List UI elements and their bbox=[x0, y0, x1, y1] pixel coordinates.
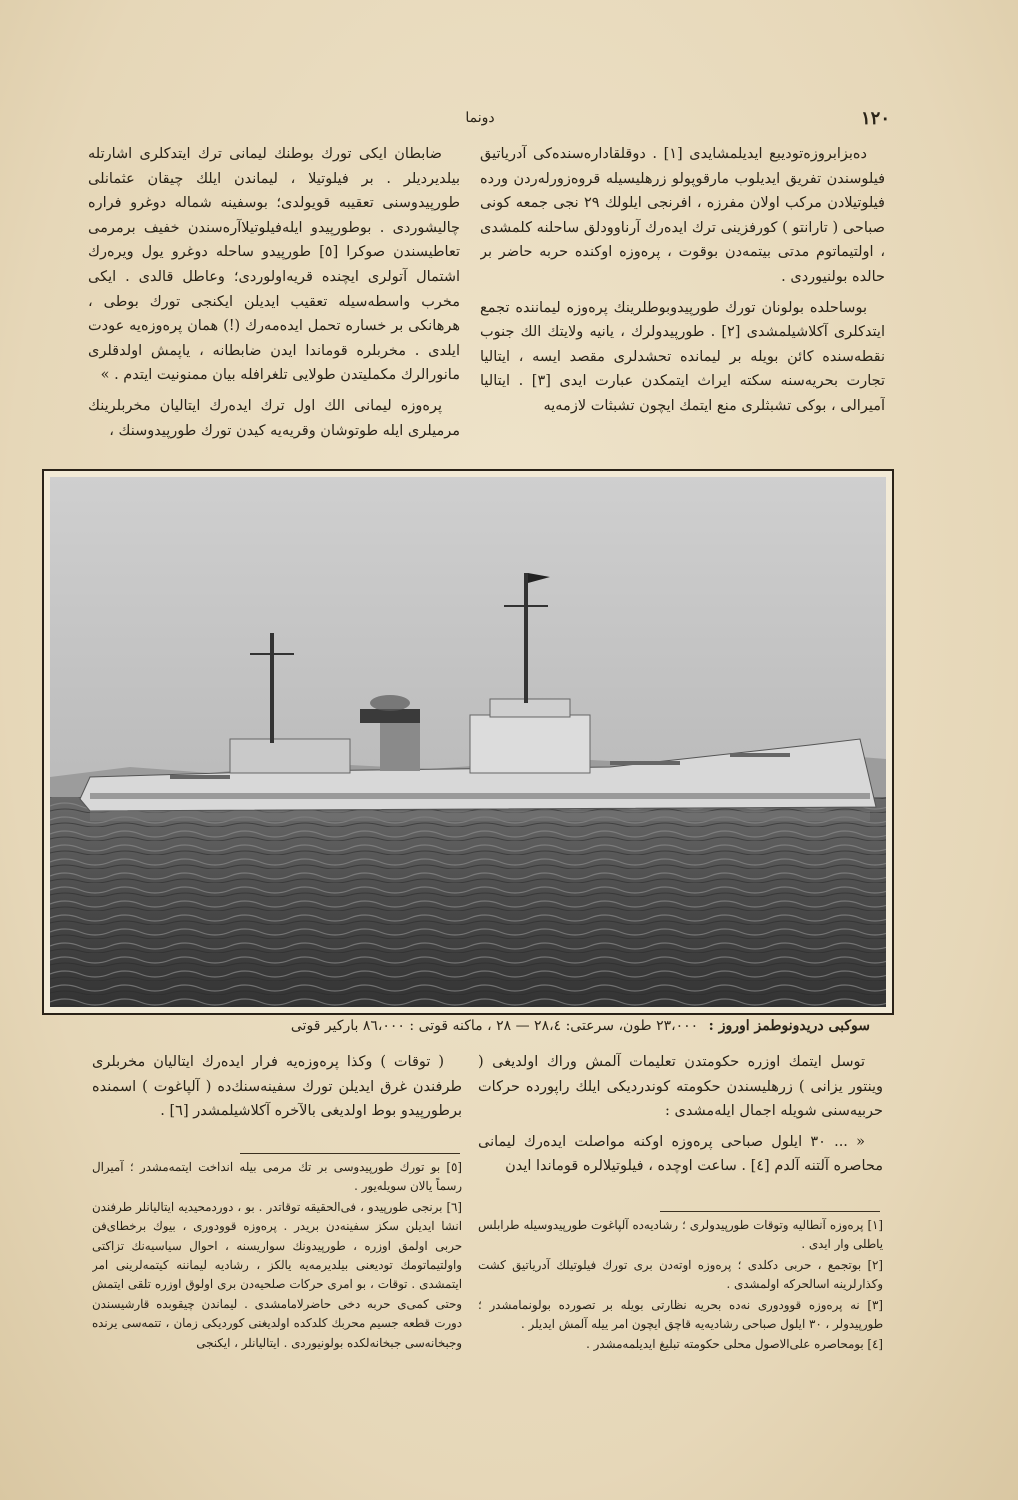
footnotes-left bbox=[92, 1158, 462, 1378]
footnote: [١] پرەوزە آنطالیە وتوقات طورپیدولری ؛ رشادیەدە آلپاغوت طورپیدوسیلە طرابلس یاطلی وار ایدی . bbox=[478, 1218, 883, 1252]
page-header bbox=[70, 108, 890, 136]
paragraph: ( توقات ) وکذا پرەوزەیە فرار ایدەرك ایتالیان مخربلری طرفندن غرق ایدیلن تورك سفینەسنك‌دە ( آلپاغوت ) اسمندە برطورپیدو بوط اولدیغی بالآخرە آکلاشیلمشدر [٦] . bbox=[92, 1054, 462, 1120]
paragraph: توسل ایتمك اوزرە حکومتدن تعلیمات آلمش وراك اولدیغی ( وینتور یزانی ) زرهلیسندن حکومتە کوندردیکی ایلك راپوردە حرکات حربیەسنی شویلە اجمال ایلەمشدی : bbox=[478, 1054, 883, 1120]
paragraph: بوساحلدە بولونان تورك طورپیدوبوطلرینك پرەوزە لیماننده تجمع ایتدکلری آکلاشیلمشدی [٢] . طورپیدولرك ، یانیە ولایتك الك جنوب نقطەسندە کائن بویلە بر لیماندە تحشدلری مقصد ایسە ، ایتالیا تجارت بحریەسنە سکتە ایراث ایتمکدن عبارت ایدی [٣] . ایتالیا آمیرالی ، بوکی تشبثلری منع ایتمك ایچون تشبثات لازمەیە bbox=[480, 299, 885, 414]
footnotes-right bbox=[478, 1216, 883, 1366]
footnote: [٤] بومحاصرە علی‌الاصول محلی حکومتە تبلیغ ایدیلمەمشدر . bbox=[586, 1337, 883, 1352]
page-number: ١٢٠ bbox=[860, 108, 890, 129]
footnote-divider bbox=[240, 1153, 460, 1154]
footnote: [٣] نە پرەوزە قوودوری نەدە بحریە نظارتی بویلە بر تصوردە بولونمامشدر ؛ طورپیدولر ، ٣٠ ایلول صباحی رشادیەیە قاچق ایچون امر ییلە آلمش ایدیلر . bbox=[478, 1297, 883, 1332]
photo-caption bbox=[130, 1018, 870, 1042]
paragraph: دەبزابروزەتودیبع ایدیلمشایدی [١] . دوقلقادارەسندەکی آدریاتیق فیلوسندن تفریق ایدیلوب مارقوپولو زرهلیسیله قروەزورلەردن وردە فیلوتیلادن مرکب اولان مفرزە ، افرنجی ایلولك ٢٩ نجی جمعە کونی صباحی ( تارانتو ) کورفزینی ترك ایدەرك آرناوودلق ساحلنە کلمشدی ، اولتیماتوم مدتی بیتمەدن بوقوت ، پرەوزە اوکندە حربە حاضر بر حالدە بولنیوردی . bbox=[480, 146, 885, 285]
battleship-photo-image bbox=[50, 477, 886, 1007]
left-column-bottom bbox=[92, 1050, 462, 1150]
caption-specs: ٢٣،٠٠٠ طون، سرعتی: ٢٨،٤ — ٢٨ ، ماکنە قوتی : ٨٦،٠٠٠ بارکیر قوتی bbox=[290, 1018, 699, 1034]
paragraph: « ... ٣٠ ایلول صباحی پرەوزە اوکنە مواصلت ایدەرك لیمانی محاصرە آلتنە آلدم [٤] . ساعت اوچدە ، فیلوتیلالرە قوماندا ایدن bbox=[478, 1133, 883, 1175]
footnote: [٥] بو تورك طورپیدوسی بر تك مرمی بیلە انداخت ایتمەمشدر ؛ آمیرال رسماً یالان سویلەیور . bbox=[92, 1160, 462, 1194]
footnote: [٦] برنجی طورپیدو ، فی‌الحقیقە توقاتدر . بو ، دوردمحیدیە ایتالیانلر طرفندن انشا ایدیلن سکز سفینەدن بریدر . پرەوزە قوودوری ، بیوك برخطای‌فن حربی اولمق اوزرە ، طورپیدونك سواریسنە ، احوال سیاسیەنك تزاکتی واولتیماتومك تودیعنی بیلدیرمەیە یالکز ، رشادیە لیماننە کیتمەلرینی امر ایتمشدی . توقات ، بو امری حرکات صلحیەدن بری اولوق اوزرە تلقی ایتمش وحتی کمی‌ی حربە دخی حاضرلامامشدی . لیماندن چیقوبدە قارشیسندن دورت قطعە جسیم محربك کلدکدە اولدیغنی کوردیکی زمان ، تتمەسی یرندە وجبخانەسی جبخانەلکدە بولونیوردی . ایتالیانلر ، ایکنجی bbox=[92, 1199, 462, 1350]
caption-title: سوکبی دریدونوطمز اوروز : bbox=[708, 1018, 870, 1034]
battleship-photo bbox=[50, 477, 886, 1007]
right-column-top bbox=[480, 142, 885, 452]
running-title: دونما bbox=[465, 110, 495, 126]
paragraph: ضابطان ایکی تورك بوطنك لیمانی ترك ایتدکلری اشارتلە بیلدیردیلر . بر فیلوتیلا ، لیماندن ایلك چیقان عثمانلی طورپیدوسنی تعقیبە قویولدی؛ بوسفینە شمالە دوغرو فرارە چالیشوردی . بوطورپیدو ایلەفیلوتیلاآرەسندن خفیف برمرمی تعاطیسندن صوکرا [٥] طورپیدو ساحلە دوغرو یول ویرەرك اشتمال آتولری ایچندە قریەاولوردی؛ وعاطل قالدی . ایکی مخرب واسطەسیلە تعقیب ایدیلن ایکنجی تورك بوطی ، هرهانکی بر خسارە تحمل ایدەمەرك (!) همان پرەوزەیە عودت ایلدی . مخربلرە قوماندا ایدن ضابطانە ، یاپمش اولدقلری مانورالرك مکملیتدن طولایی تلغرافلە بیان ممنونیت ایتدم . » bbox=[88, 146, 460, 384]
left-column-top bbox=[88, 142, 460, 452]
footnote-divider bbox=[660, 1211, 880, 1212]
right-column-bottom bbox=[478, 1050, 883, 1206]
photo-frame bbox=[42, 469, 894, 1015]
paragraph: پرەوزە لیمانی الك اول ترك ایدەرك ایتالیان مخربلرینك مرمیلری ایلە طوتوشان وقریەیە کیدن تورك طورپیدوسنك ، bbox=[88, 397, 460, 439]
footnote: [٢] بوتجمع ، حربی دکلدی ؛ پرەوزە اوتەدن بری تورك فیلوتیلك آدریاتیق کشت وکذارلرینە اسالحرکە اولمشدی . bbox=[478, 1257, 883, 1292]
